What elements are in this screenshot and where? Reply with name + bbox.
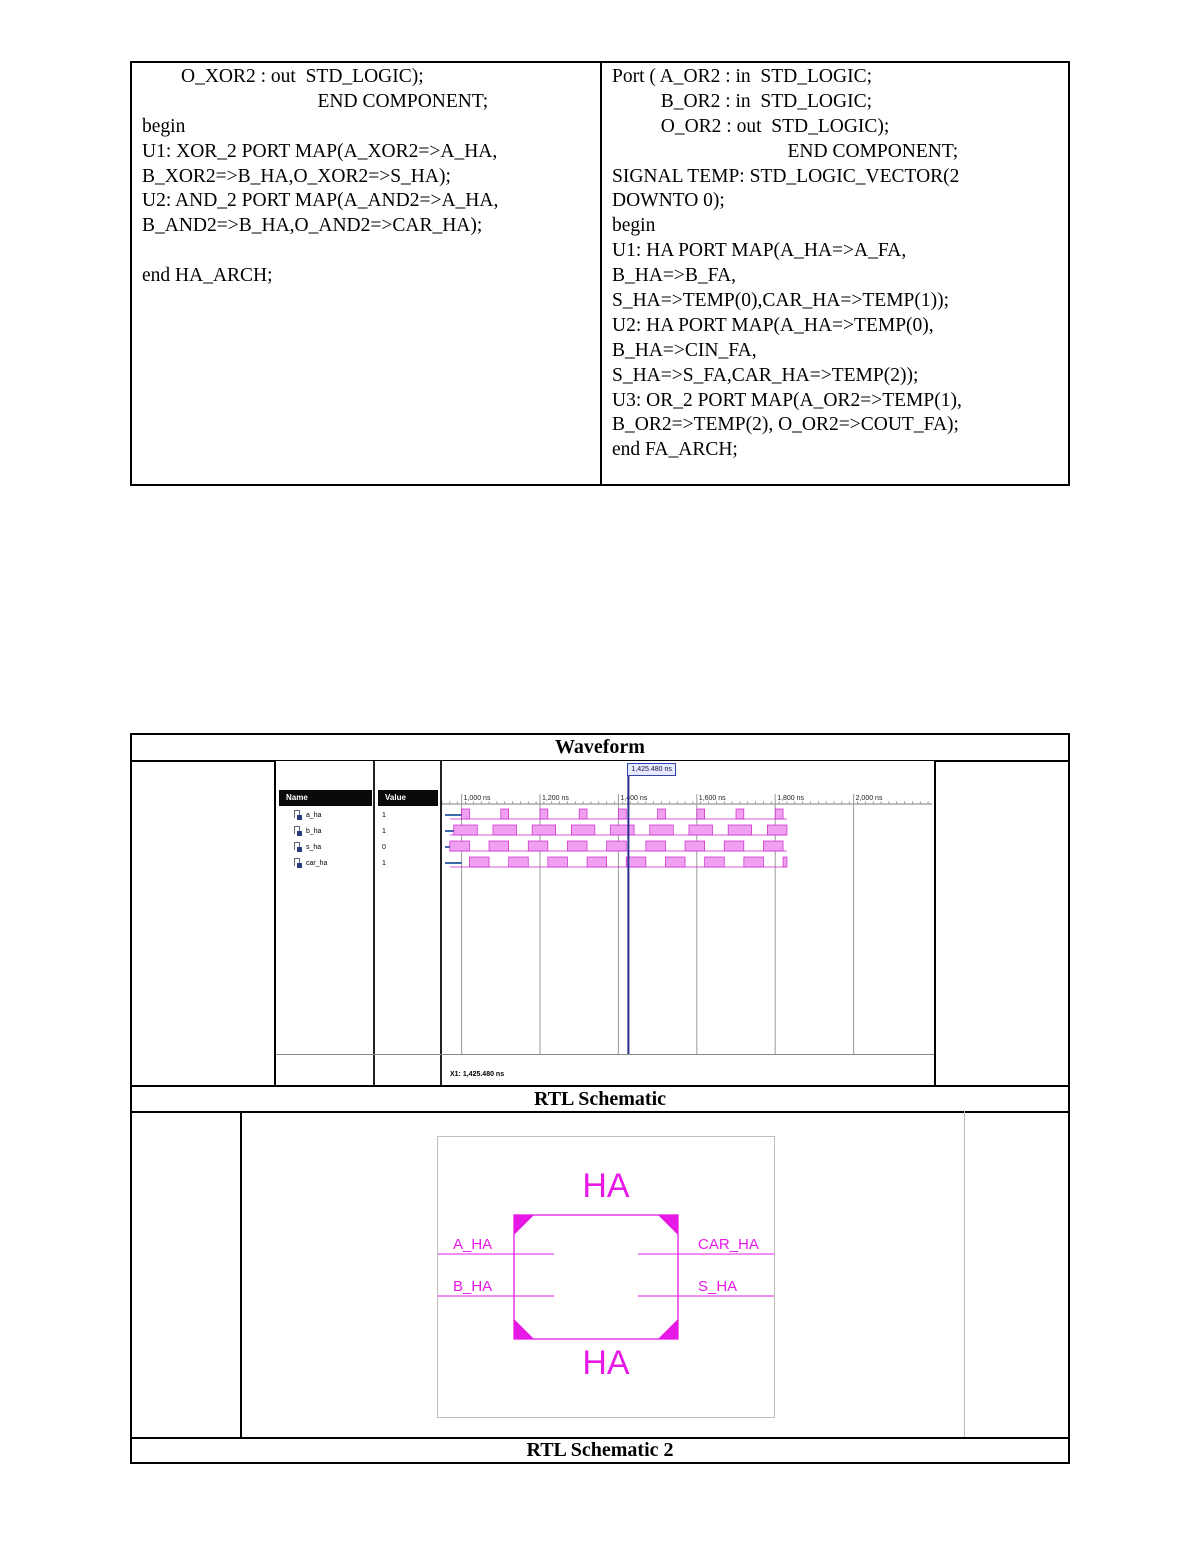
panel-divider[interactable]: [373, 761, 375, 1085]
code-cell-ha-arch: [132, 63, 602, 484]
waveform-pulse: [579, 809, 587, 819]
code-line: begin: [142, 115, 186, 137]
waveform-pulse: [736, 809, 744, 819]
code-line: U1: HA PORT MAP(A_HA=>A_FA,: [612, 240, 907, 262]
waveform-pulse: [540, 809, 548, 819]
time-tick-label: 1,400 ns: [620, 795, 648, 802]
code-line: U1: XOR_2 PORT MAP(A_XOR2=>A_HA,: [142, 140, 498, 162]
waveform-pulse: [528, 841, 548, 851]
code-line: end FA_ARCH;: [612, 439, 738, 461]
input-port-b-ha: B_HA: [453, 1278, 493, 1295]
signal-value: 1: [382, 828, 386, 835]
code-line: END COMPONENT;: [142, 90, 489, 112]
waveform-pulse: [763, 841, 783, 851]
code-line: [142, 239, 590, 264]
time-tick-label: 1,200 ns: [542, 795, 569, 802]
waveform-pulse: [607, 841, 627, 851]
signal-name: a_ha: [306, 812, 322, 819]
waveform-pulse: [783, 857, 787, 867]
code-line: U2: AND_2 PORT MAP(A_AND2=>A_HA,: [142, 190, 499, 212]
time-tick-label: 2,000 ns: [855, 795, 883, 802]
code-line: U2: HA PORT MAP(A_HA=>TEMP(0),: [612, 314, 934, 336]
waveform-pulse: [450, 841, 470, 851]
code-line: end HA_ARCH;: [142, 265, 273, 287]
waveform-pulse: [493, 825, 517, 835]
time-tick-label: 1,600 ns: [698, 795, 726, 802]
signal-value: 1: [382, 812, 386, 819]
rtl-block[interactable]: [437, 1136, 775, 1418]
waveform-pulse: [767, 825, 787, 835]
block-label-top: HA: [582, 1167, 630, 1205]
code-line: S_HA=>TEMP(0),CAR_HA=>TEMP(1));: [612, 290, 950, 312]
waveform-title: Waveform: [555, 736, 645, 758]
rtl-schematic-frame: [240, 1111, 965, 1437]
code-line: B_HA=>CIN_FA,: [612, 339, 757, 361]
rtl-schematic-2-title: RTL Schematic 2: [526, 1439, 674, 1461]
code-table: [130, 61, 1070, 486]
waveform-pulse: [462, 809, 470, 819]
cursor-time-label[interactable]: 1,425.480 ns: [627, 763, 675, 776]
code-line: DOWNTO 0);: [612, 190, 725, 212]
cursor-readout: X1: 1,425.480 ns: [450, 1071, 505, 1078]
waveform-pulse: [705, 857, 725, 867]
signal-row[interactable]: [294, 841, 321, 855]
signal-row[interactable]: [294, 857, 327, 871]
waveform-plot[interactable]: [442, 761, 932, 1085]
waveform-pulse: [685, 841, 705, 851]
code-line: B_HA=>B_FA,: [612, 265, 737, 287]
code-line: B_AND2=>B_HA,O_AND2=>CAR_HA);: [142, 215, 483, 237]
output-port-s-ha: S_HA: [698, 1278, 738, 1295]
name-column-header[interactable]: Name: [279, 790, 372, 806]
signal-name: car_ha: [306, 860, 328, 867]
signal-icon: [294, 858, 302, 869]
waveform-pulse: [697, 809, 705, 819]
waveform-pulse: [724, 841, 744, 851]
waveform-pulse: [665, 857, 685, 867]
waveform-pulse: [587, 857, 607, 867]
waveform-pulse: [611, 825, 635, 835]
code-line: B_XOR2=>B_HA,O_XOR2=>S_HA);: [142, 165, 451, 187]
signal-row[interactable]: [294, 825, 322, 839]
waveform-pulse: [650, 825, 674, 835]
code-line: S_HA=>S_FA,CAR_HA=>TEMP(2));: [612, 364, 919, 386]
waveform-pulse: [532, 825, 556, 835]
code-line: O_OR2 : out STD_LOGIC);: [612, 115, 890, 137]
waveform-pulse: [689, 825, 713, 835]
code-line: B_OR2=>TEMP(2), O_OR2=>COUT_FA);: [612, 414, 959, 436]
signal-value: 0: [382, 844, 386, 851]
code-line: begin: [612, 215, 656, 237]
block-label-bottom: HA: [582, 1344, 630, 1382]
rtl-schematic-title: RTL Schematic: [533, 1088, 667, 1110]
code-line: B_OR2 : in STD_LOGIC;: [612, 90, 873, 112]
waveform-pulse: [571, 825, 595, 835]
waveform-pulse: [775, 809, 783, 819]
waveform-pulse: [567, 841, 587, 851]
waveform-pulse: [454, 825, 478, 835]
signal-value: 1: [382, 860, 386, 867]
waveform-pulse: [618, 809, 626, 819]
waveform-pulse: [489, 841, 509, 851]
waveform-window: [274, 761, 936, 1085]
signal-icon: [294, 826, 302, 837]
figure-table: [130, 733, 1070, 1464]
input-port-a-ha: A_HA: [453, 1236, 493, 1253]
waveform-pulse: [509, 857, 529, 867]
code-line: Port ( A_OR2 : in STD_LOGIC;: [612, 66, 873, 87]
signal-icon: [294, 842, 302, 853]
waveform-pulse: [548, 857, 568, 867]
signal-row[interactable]: [294, 809, 322, 823]
waveform-pulse: [728, 825, 752, 835]
code-line: SIGNAL TEMP: STD_LOGIC_VECTOR(2: [612, 165, 960, 187]
signal-icon: [294, 810, 302, 821]
signal-name: b_ha: [306, 828, 322, 835]
output-port-car-ha: CAR_HA: [698, 1236, 759, 1253]
waveform-pulse: [469, 857, 489, 867]
signal-name: s_ha: [306, 844, 322, 851]
value-column-header[interactable]: Value: [378, 790, 438, 806]
waveform-pulse: [501, 809, 509, 819]
code-line: END COMPONENT;: [612, 140, 959, 162]
time-tick-label: 1,800 ns: [777, 795, 805, 802]
waveform-pulse: [646, 841, 666, 851]
waveform-pulse: [658, 809, 666, 819]
code-cell-fa-arch: [602, 63, 1068, 484]
time-tick-label: 1,000 ns: [463, 795, 491, 802]
code-line: O_XOR2 : out STD_LOGIC);: [142, 66, 424, 87]
code-line: U3: OR_2 PORT MAP(A_OR2=>TEMP(1),: [612, 389, 962, 411]
waveform-pulse: [744, 857, 764, 867]
